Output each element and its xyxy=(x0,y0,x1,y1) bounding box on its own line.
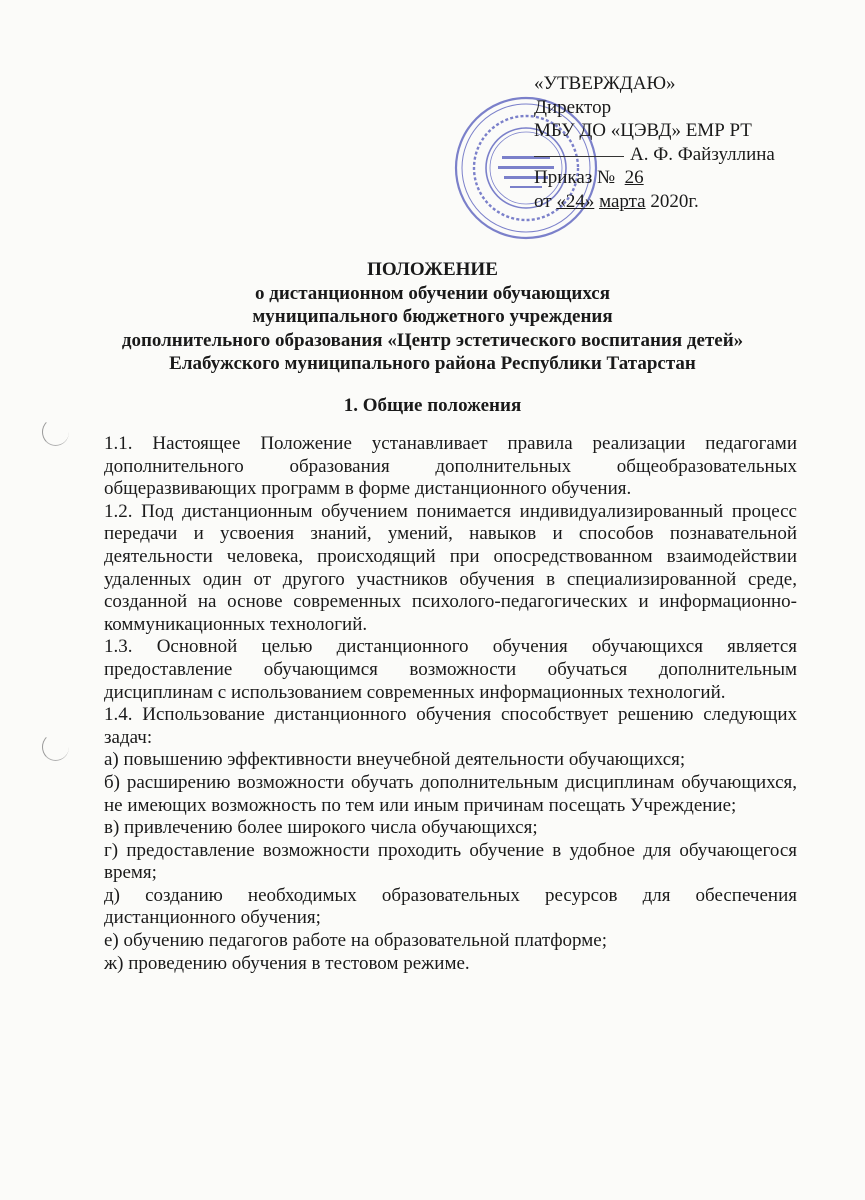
paragraph-1-3: 1.3. Основной целью дистанционного обучения обучающихся является предоставление обучающимся возможности обучаться дополнительным дисциплинам с использованием современных информационных технологий. xyxy=(104,636,797,703)
approval-signatory: А. Ф. Файзуллина xyxy=(630,143,775,165)
date-day: «24» xyxy=(556,190,595,212)
title-line-4: дополнительного образования «Центр эстетического воспитания детей» xyxy=(121,329,744,351)
list-item-b: б) расширению возможности обучать дополнительным дисциплинам обучающихся, не имеющих возможность по тем или иным причинам посещать Учреждение; xyxy=(104,771,797,816)
list-item-g: г) предоставление возможности проходить обучение в удобное для обучающегося время; xyxy=(104,839,797,884)
list-item-a: а) повышению эффективности внеучебной деятельности обучающихся; xyxy=(104,749,686,771)
approval-block xyxy=(534,72,834,213)
approval-heading: «УТВЕРЖДАЮ» xyxy=(534,73,676,94)
date-prefix: от xyxy=(534,190,557,212)
order-number: 26 xyxy=(624,167,644,188)
list-item-e: е) обучению педагогов работе на образовательной платформе; xyxy=(104,930,607,952)
section-heading: 1. Общие положения xyxy=(343,395,522,416)
approval-date xyxy=(534,190,834,214)
paragraph-1-2: 1.2. Под дистанционным обучением понимается индивидуализированный процесс передачи и усвоения знаний, умений, навыков и способов познавательной деятельности человека, происходящий при опосредствованном взаимодействии удаленных один от другого участников обучения в специализированной среде, созданной на основе современных психолого-педагогических и информационно-коммуникационных технологий. xyxy=(104,500,797,635)
order-prefix: Приказ № xyxy=(534,167,616,188)
title-line-3: муниципального бюджетного учреждения xyxy=(252,306,613,327)
punch-hole-middle xyxy=(42,733,69,761)
approval-signature-line xyxy=(534,143,834,167)
document-title xyxy=(0,258,865,376)
approval-organization: МБУ ДО «ЦЭВД» ЕМР РТ xyxy=(534,120,752,141)
list-item-v: в) привлечению более широкого числа обучающихся; xyxy=(104,817,538,839)
title-line-5: Елабужского муниципального района Республики Татарстан xyxy=(169,353,696,374)
date-month: марта xyxy=(599,190,646,212)
title-line-2: о дистанционном обучении обучающихся xyxy=(254,282,611,304)
list-item-d: д) созданию необходимых образовательных ресурсов для обеспечения дистанционного обучения; xyxy=(104,884,797,929)
list-item-zh: ж) проведению обучения в тестовом режиме. xyxy=(104,952,470,974)
paragraph-1-4: 1.4. Использование дистанционного обучения способствует решению следующих задач: xyxy=(104,704,797,748)
approval-order xyxy=(534,166,834,190)
paragraph-1-1: 1.1. Настоящее Положение устанавливает правила реализации педагогами дополнительного образования дополнительных общеобразовательных общеразвивающих программ в форме дистанционного обучения. xyxy=(104,433,797,500)
title-line-1: ПОЛОЖЕНИЕ xyxy=(367,259,498,280)
section-body xyxy=(104,433,797,975)
date-year: 2020г. xyxy=(650,190,699,212)
approval-position: Директор xyxy=(534,96,612,118)
signature-line xyxy=(534,156,624,157)
punch-hole-top xyxy=(42,418,69,446)
